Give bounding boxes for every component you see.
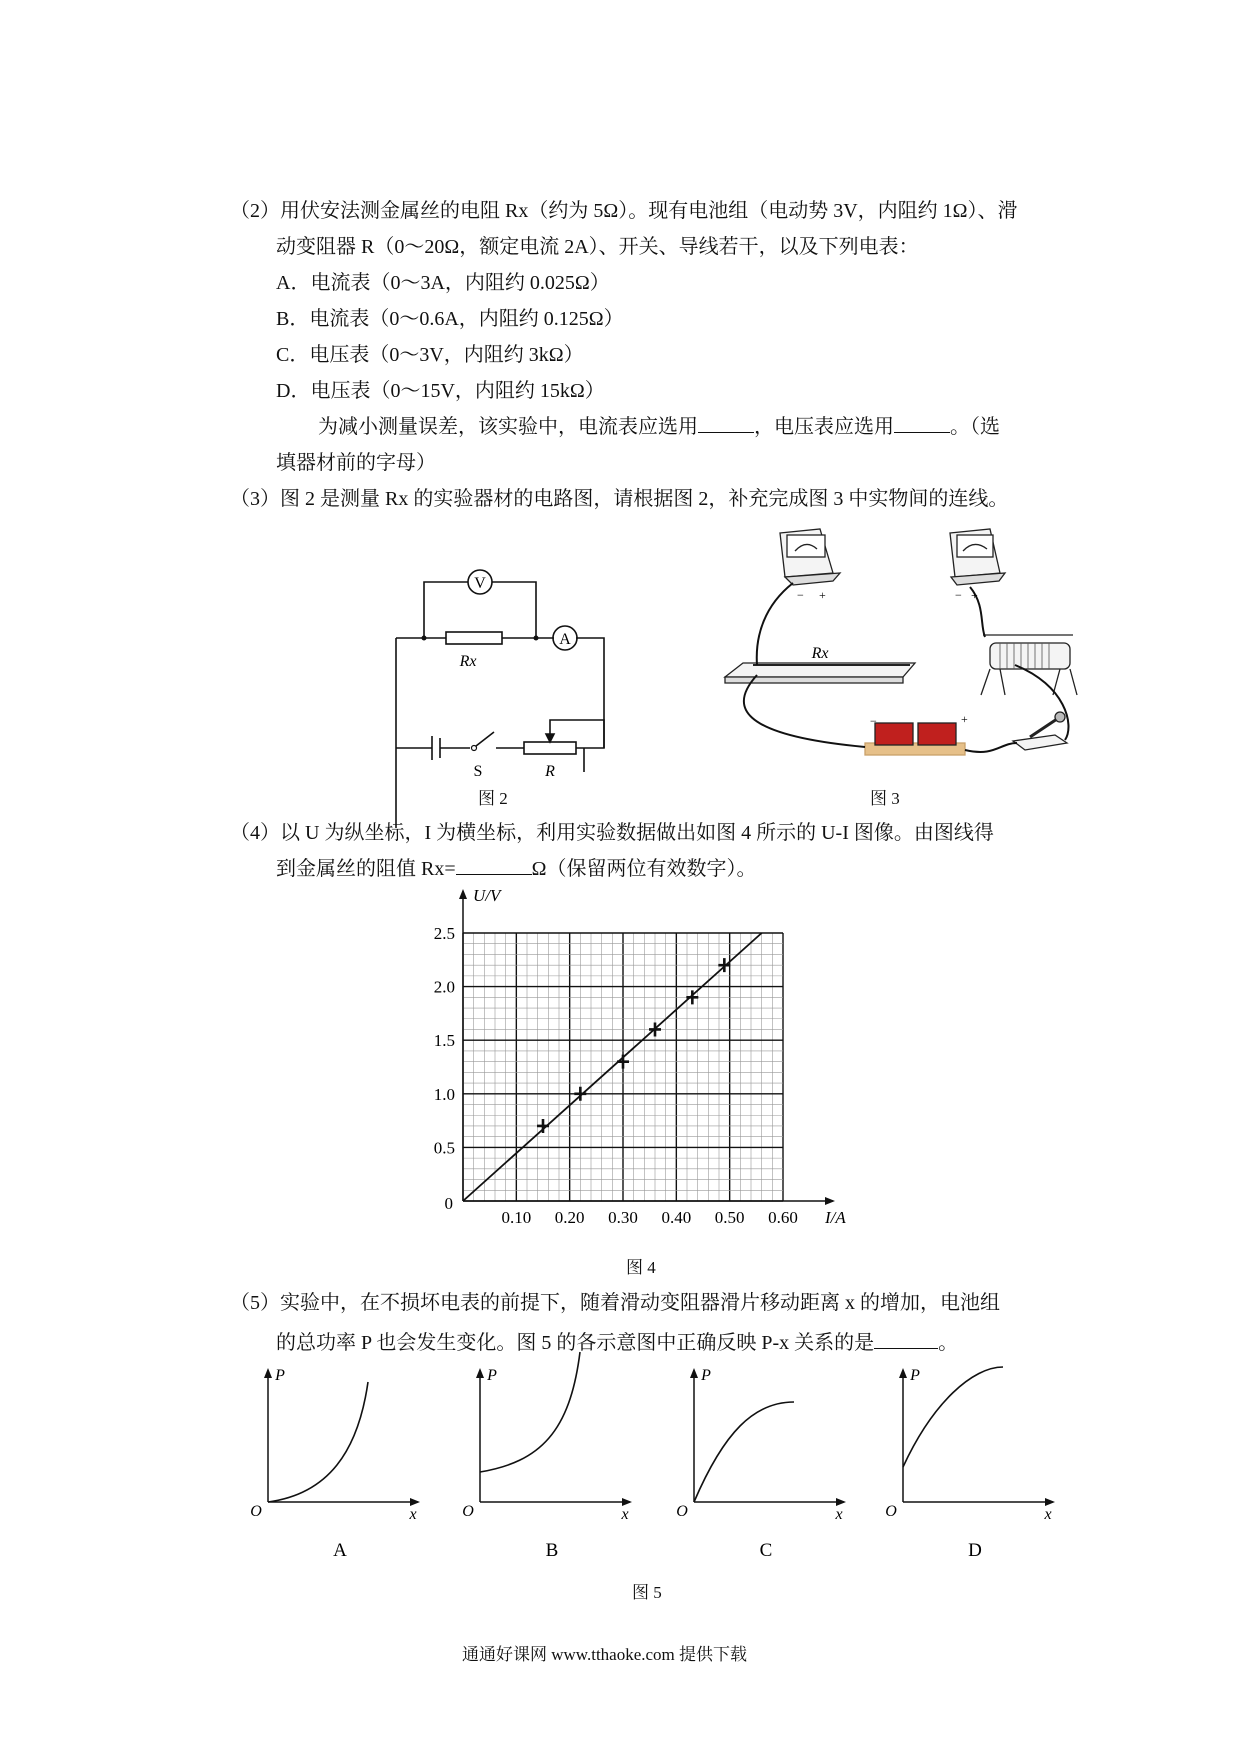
x-axis-arrow-icon [622,1498,632,1506]
figure-2-caption: 图 2 [478,789,508,808]
y-tick-label: 1.5 [433,1031,455,1051]
origin-label: O [462,1503,474,1520]
switch-label: S [473,763,483,780]
y-axis-arrow-icon [899,1368,907,1378]
x-tick-label: 0.50 [714,1208,745,1227]
px-sketch-b [462,1352,632,1561]
y-axis-arrow-icon [690,1368,698,1378]
p-axis-label: P [910,1367,920,1384]
origin-label: O [676,1503,688,1520]
q2-line1: （2）用伏安法测金属丝的电阻 Rx（约为 5Ω）。现有电池组（电动势 3V，内阻约 1Ω）、滑 [230,200,1018,222]
x-tick-label: 0.40 [661,1208,692,1227]
y-tick-label: 0.5 [433,1138,455,1158]
figure-4-caption: 图 4 [626,1258,656,1277]
q2-option-d: D．电压表（0～15V，内阻约 15kΩ） [276,380,605,402]
choice-label: B [545,1540,559,1561]
footer-text: 通通好课网 www.tthaoke.com 提供下载 [462,1645,748,1664]
x-axis-label: I/A [825,1208,846,1227]
x-axis-label: x [621,1506,629,1523]
x-axis-label: x [835,1506,843,1523]
px-sketch-c [676,1367,846,1561]
x-tick-label: 0.10 [501,1208,532,1227]
y-axis-arrow-icon [264,1368,272,1378]
x-axis-arrow-icon [836,1498,846,1506]
battery-plus-label: + [961,712,968,726]
q2-option-c: C．电压表（0～3V，内阻约 3kΩ） [276,344,584,366]
figure-3-caption: 图 3 [870,789,900,808]
y-tick-label: 2.0 [433,977,455,997]
origin-label: O [885,1503,897,1520]
rheostat-label: R [545,763,555,780]
p-x-curve [694,1402,794,1502]
y-tick-label: 2.5 [433,924,455,943]
px-sketch-a [250,1367,420,1561]
voltmeter-minus-label: − [797,588,804,602]
rx-label: Rx [459,653,477,670]
choice-label: D [968,1540,982,1561]
q4-text-a: 到金属丝的阻值 Rx= [276,858,456,880]
q3-text: （3）图 2 是测量 Rx 的实验器材的电路图，请根据图 2，补充完成图 3 中实物间的连线。 [230,488,1009,510]
ammeter-minus-label: − [955,588,962,602]
x-tick-label: 0.30 [608,1208,638,1227]
q2-text-a: 为减小测量误差，该实验中，电流表应选用 [318,416,698,438]
p-axis-label: P [275,1367,285,1384]
px-sketch-d [885,1367,1055,1561]
ammeter-plus-label: + [971,588,978,602]
x-axis-label: x [409,1506,417,1523]
x-tick-label: 0.60 [768,1208,798,1227]
voltmeter-label: V [474,575,486,592]
q2-line3: 填器材前的字母） [276,452,436,474]
x-axis-arrow-icon [410,1498,420,1506]
q2-line2: 动变阻器 R（0～20Ω，额定电流 2A）、开关、导线若干，以及下列电表： [276,236,919,258]
p-axis-label: P [701,1367,711,1384]
x-tick-label: 0.20 [554,1208,585,1227]
y-axis-label: U/V [473,886,501,905]
q4-text-b: Ω（保留两位有效数字）。 [531,858,757,880]
q5-line1: （5）实验中，在不损坏电表的前提下，随着滑动变阻器滑片移动距离 x 的增加，电池组 [230,1292,1000,1314]
battery-minus-label: − [870,714,877,728]
q5-text-b: 。 [938,1332,959,1354]
q5-text-a: 的总功率 P 也会发生变化。图 5 的各示意图中正确反映 P-x 关系的是 [276,1332,875,1354]
y-tick-label: 1.0 [433,1084,455,1104]
fig3-rx-label: Rx [811,645,829,662]
p-x-curve [268,1382,368,1502]
x-axis-label: x [1044,1506,1052,1523]
origin-label: O [250,1503,262,1520]
choice-label: C [759,1540,773,1561]
y-axis-arrow-icon [476,1368,484,1378]
q2-option-b: B．电流表（0～0.6A，内阻约 0.125Ω） [276,308,624,330]
q2-option-a: A．电流表（0～3A，内阻约 0.025Ω） [276,272,610,294]
q4-line1: （4）以 U 为纵坐标，I 为横坐标，利用实验数据做出如图 4 所示的 U-I 图像。由图线得 [230,822,994,844]
ammeter-label: A [559,631,571,648]
voltmeter-plus-label: + [819,588,826,602]
p-axis-label: P [487,1367,497,1384]
figure-5-caption: 图 5 [632,1583,662,1602]
x-axis-arrow-icon [1045,1498,1055,1506]
choice-label: A [333,1540,347,1561]
origin-label: 0 [444,1194,453,1213]
q2-text-b: ，电压表应选用 [754,416,894,438]
q2-text-c: 。（选 [950,416,1000,438]
